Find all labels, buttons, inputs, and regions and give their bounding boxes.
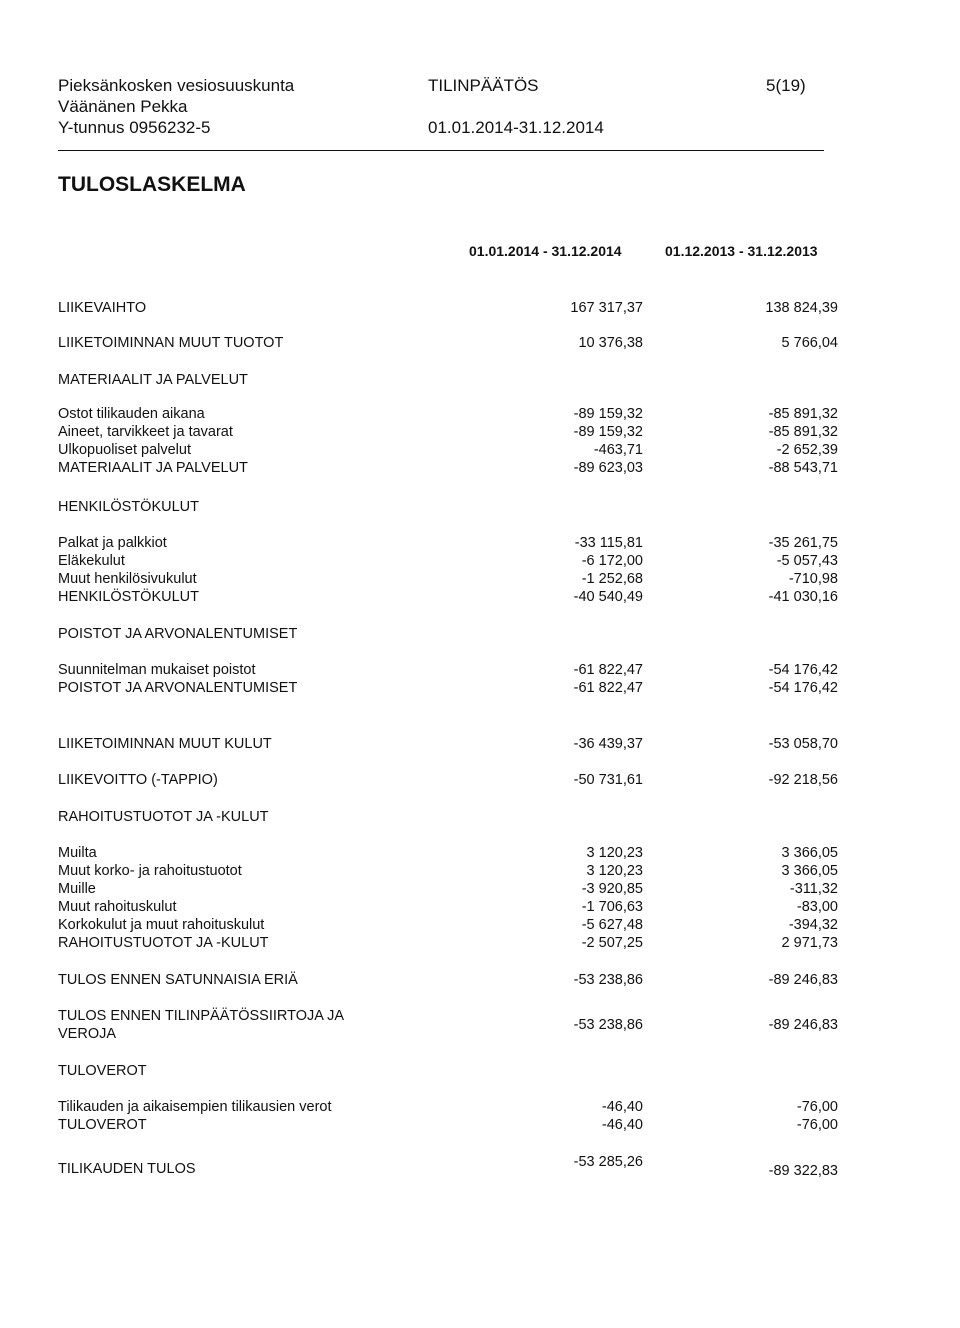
row-value-previous: -76,00 xyxy=(796,1117,838,1133)
row-label: Palkat ja palkkiot xyxy=(58,535,167,551)
row-value-current: -50 731,61 xyxy=(573,772,643,788)
business-id: Y-tunnus 0956232-5 xyxy=(58,118,211,137)
row-label: TULOS ENNEN TILINPÄÄTÖSSIIRTOJA JA xyxy=(58,1008,345,1024)
row-value-previous: -41 030,16 xyxy=(768,589,838,605)
row-value-previous: -89 246,83 xyxy=(768,1017,838,1033)
row-value-previous: -54 176,42 xyxy=(768,680,838,696)
row-value-current: 167 317,37 xyxy=(570,300,643,316)
row-value-current: -89 623,03 xyxy=(573,460,643,476)
row-label: RAHOITUSTUOTOT JA -KULUT xyxy=(58,809,269,825)
row-value-current: -463,71 xyxy=(593,442,643,458)
row-label: Tilikauden ja aikaisempien tilikausien verot xyxy=(58,1099,332,1115)
row-label: POISTOT JA ARVONALENTUMISET xyxy=(58,680,298,696)
row-label: TULOVEROT xyxy=(58,1063,147,1079)
row-value-previous: -710,98 xyxy=(788,571,838,587)
row-value-current: -61 822,47 xyxy=(573,662,643,678)
row-value-current: -89 159,32 xyxy=(573,406,643,422)
column-header-previous: 01.12.2013 - 31.12.2013 xyxy=(665,243,818,259)
row-value-current: -53 285,26 xyxy=(573,1154,643,1170)
row-value-current: -1 252,68 xyxy=(581,571,643,587)
row-value-current: -53 238,86 xyxy=(573,1017,643,1033)
row-value-current: -36 439,37 xyxy=(573,736,643,752)
row-value-current: -3 920,85 xyxy=(581,881,643,897)
column-header-current: 01.01.2014 - 31.12.2014 xyxy=(469,243,622,259)
row-value-current: -53 238,86 xyxy=(573,972,643,988)
row-value-previous: 3 366,05 xyxy=(781,863,838,879)
row-label: Suunnitelman mukaiset poistot xyxy=(58,662,256,678)
row-value-previous: -92 218,56 xyxy=(768,772,838,788)
row-label: HENKILÖSTÖKULUT xyxy=(58,499,199,515)
row-value-current: -46,40 xyxy=(601,1099,643,1115)
row-value-current: -89 159,32 xyxy=(573,424,643,440)
row-value-current: -1 706,63 xyxy=(581,899,643,915)
row-label: TULOVEROT xyxy=(58,1117,147,1133)
row-value-previous: 2 971,73 xyxy=(781,935,838,951)
row-label: Ulkopuoliset palvelut xyxy=(58,442,191,458)
row-label: Muut henkilösivukulut xyxy=(58,571,197,587)
row-value-previous: -88 543,71 xyxy=(768,460,838,476)
row-label: LIIKETOIMINNAN MUUT KULUT xyxy=(58,736,272,752)
row-value-previous: -76,00 xyxy=(796,1099,838,1115)
row-label: Muut korko- ja rahoitustuotot xyxy=(58,863,242,879)
row-value-previous: 3 366,05 xyxy=(781,845,838,861)
row-value-current: -40 540,49 xyxy=(573,589,643,605)
row-label: MATERIAALIT JA PALVELUT xyxy=(58,372,248,388)
row-value-current: -46,40 xyxy=(601,1117,643,1133)
row-value-current: 10 376,38 xyxy=(578,335,643,351)
row-value-previous: -53 058,70 xyxy=(768,736,838,752)
row-value-previous: -35 261,75 xyxy=(768,535,838,551)
row-label: Muut rahoituskulut xyxy=(58,899,177,915)
row-label: POISTOT JA ARVONALENTUMISET xyxy=(58,626,298,642)
row-value-previous: -394,32 xyxy=(788,917,838,933)
row-label: Korkokulut ja muut rahoituskulut xyxy=(58,917,265,933)
row-value-previous: -85 891,32 xyxy=(768,406,838,422)
row-label: LIIKETOIMINNAN MUUT TUOTOT xyxy=(58,335,284,351)
row-label: Aineet, tarvikkeet ja tavarat xyxy=(58,424,233,440)
row-label: Muille xyxy=(58,881,96,897)
row-label: Eläkekulut xyxy=(58,553,125,569)
page-number: 5(19) xyxy=(766,76,806,95)
document-type: TILINPÄÄTÖS xyxy=(428,76,539,95)
row-value-previous: -311,32 xyxy=(789,881,838,897)
row-value-current: 3 120,23 xyxy=(586,863,643,879)
header-divider xyxy=(58,150,824,151)
row-value-previous: -2 652,39 xyxy=(776,442,838,458)
row-label: TULOS ENNEN SATUNNAISIA ERIÄ xyxy=(58,972,298,988)
row-label: LIIKEVAIHTO xyxy=(58,300,147,316)
row-value-previous: 138 824,39 xyxy=(765,300,838,316)
document-period: 01.01.2014-31.12.2014 xyxy=(428,118,604,137)
row-value-current: -6 172,00 xyxy=(581,553,643,569)
row-label: TILIKAUDEN TULOS xyxy=(58,1161,196,1177)
row-value-current: 3 120,23 xyxy=(586,845,643,861)
row-value-previous: 5 766,04 xyxy=(781,335,838,351)
row-value-previous: -89 322,83 xyxy=(768,1163,838,1179)
company-name: Pieksänkosken vesiosuuskunta xyxy=(58,76,295,95)
page-title: TULOSLASKELMA xyxy=(58,173,246,196)
row-label: LIIKEVOITTO (-TAPPIO) xyxy=(58,772,218,788)
row-value-previous: -5 057,43 xyxy=(776,553,838,569)
row-value-previous: -54 176,42 xyxy=(768,662,838,678)
row-label: HENKILÖSTÖKULUT xyxy=(58,589,199,605)
person-name: Väänänen Pekka xyxy=(58,97,188,116)
row-value-current: -61 822,47 xyxy=(573,680,643,696)
row-value-previous: -83,00 xyxy=(796,899,838,915)
row-value-current: -33 115,81 xyxy=(574,535,643,551)
row-label: Muilta xyxy=(58,845,97,861)
row-label: MATERIAALIT JA PALVELUT xyxy=(58,460,248,476)
row-value-previous: -89 246,83 xyxy=(768,972,838,988)
row-value-current: -5 627,48 xyxy=(581,917,643,933)
row-label-continued: VEROJA xyxy=(58,1026,117,1042)
row-value-previous: -85 891,32 xyxy=(768,424,838,440)
row-label: Ostot tilikauden aikana xyxy=(58,406,205,422)
row-value-current: -2 507,25 xyxy=(581,935,643,951)
row-label: RAHOITUSTUOTOT JA -KULUT xyxy=(58,935,269,951)
